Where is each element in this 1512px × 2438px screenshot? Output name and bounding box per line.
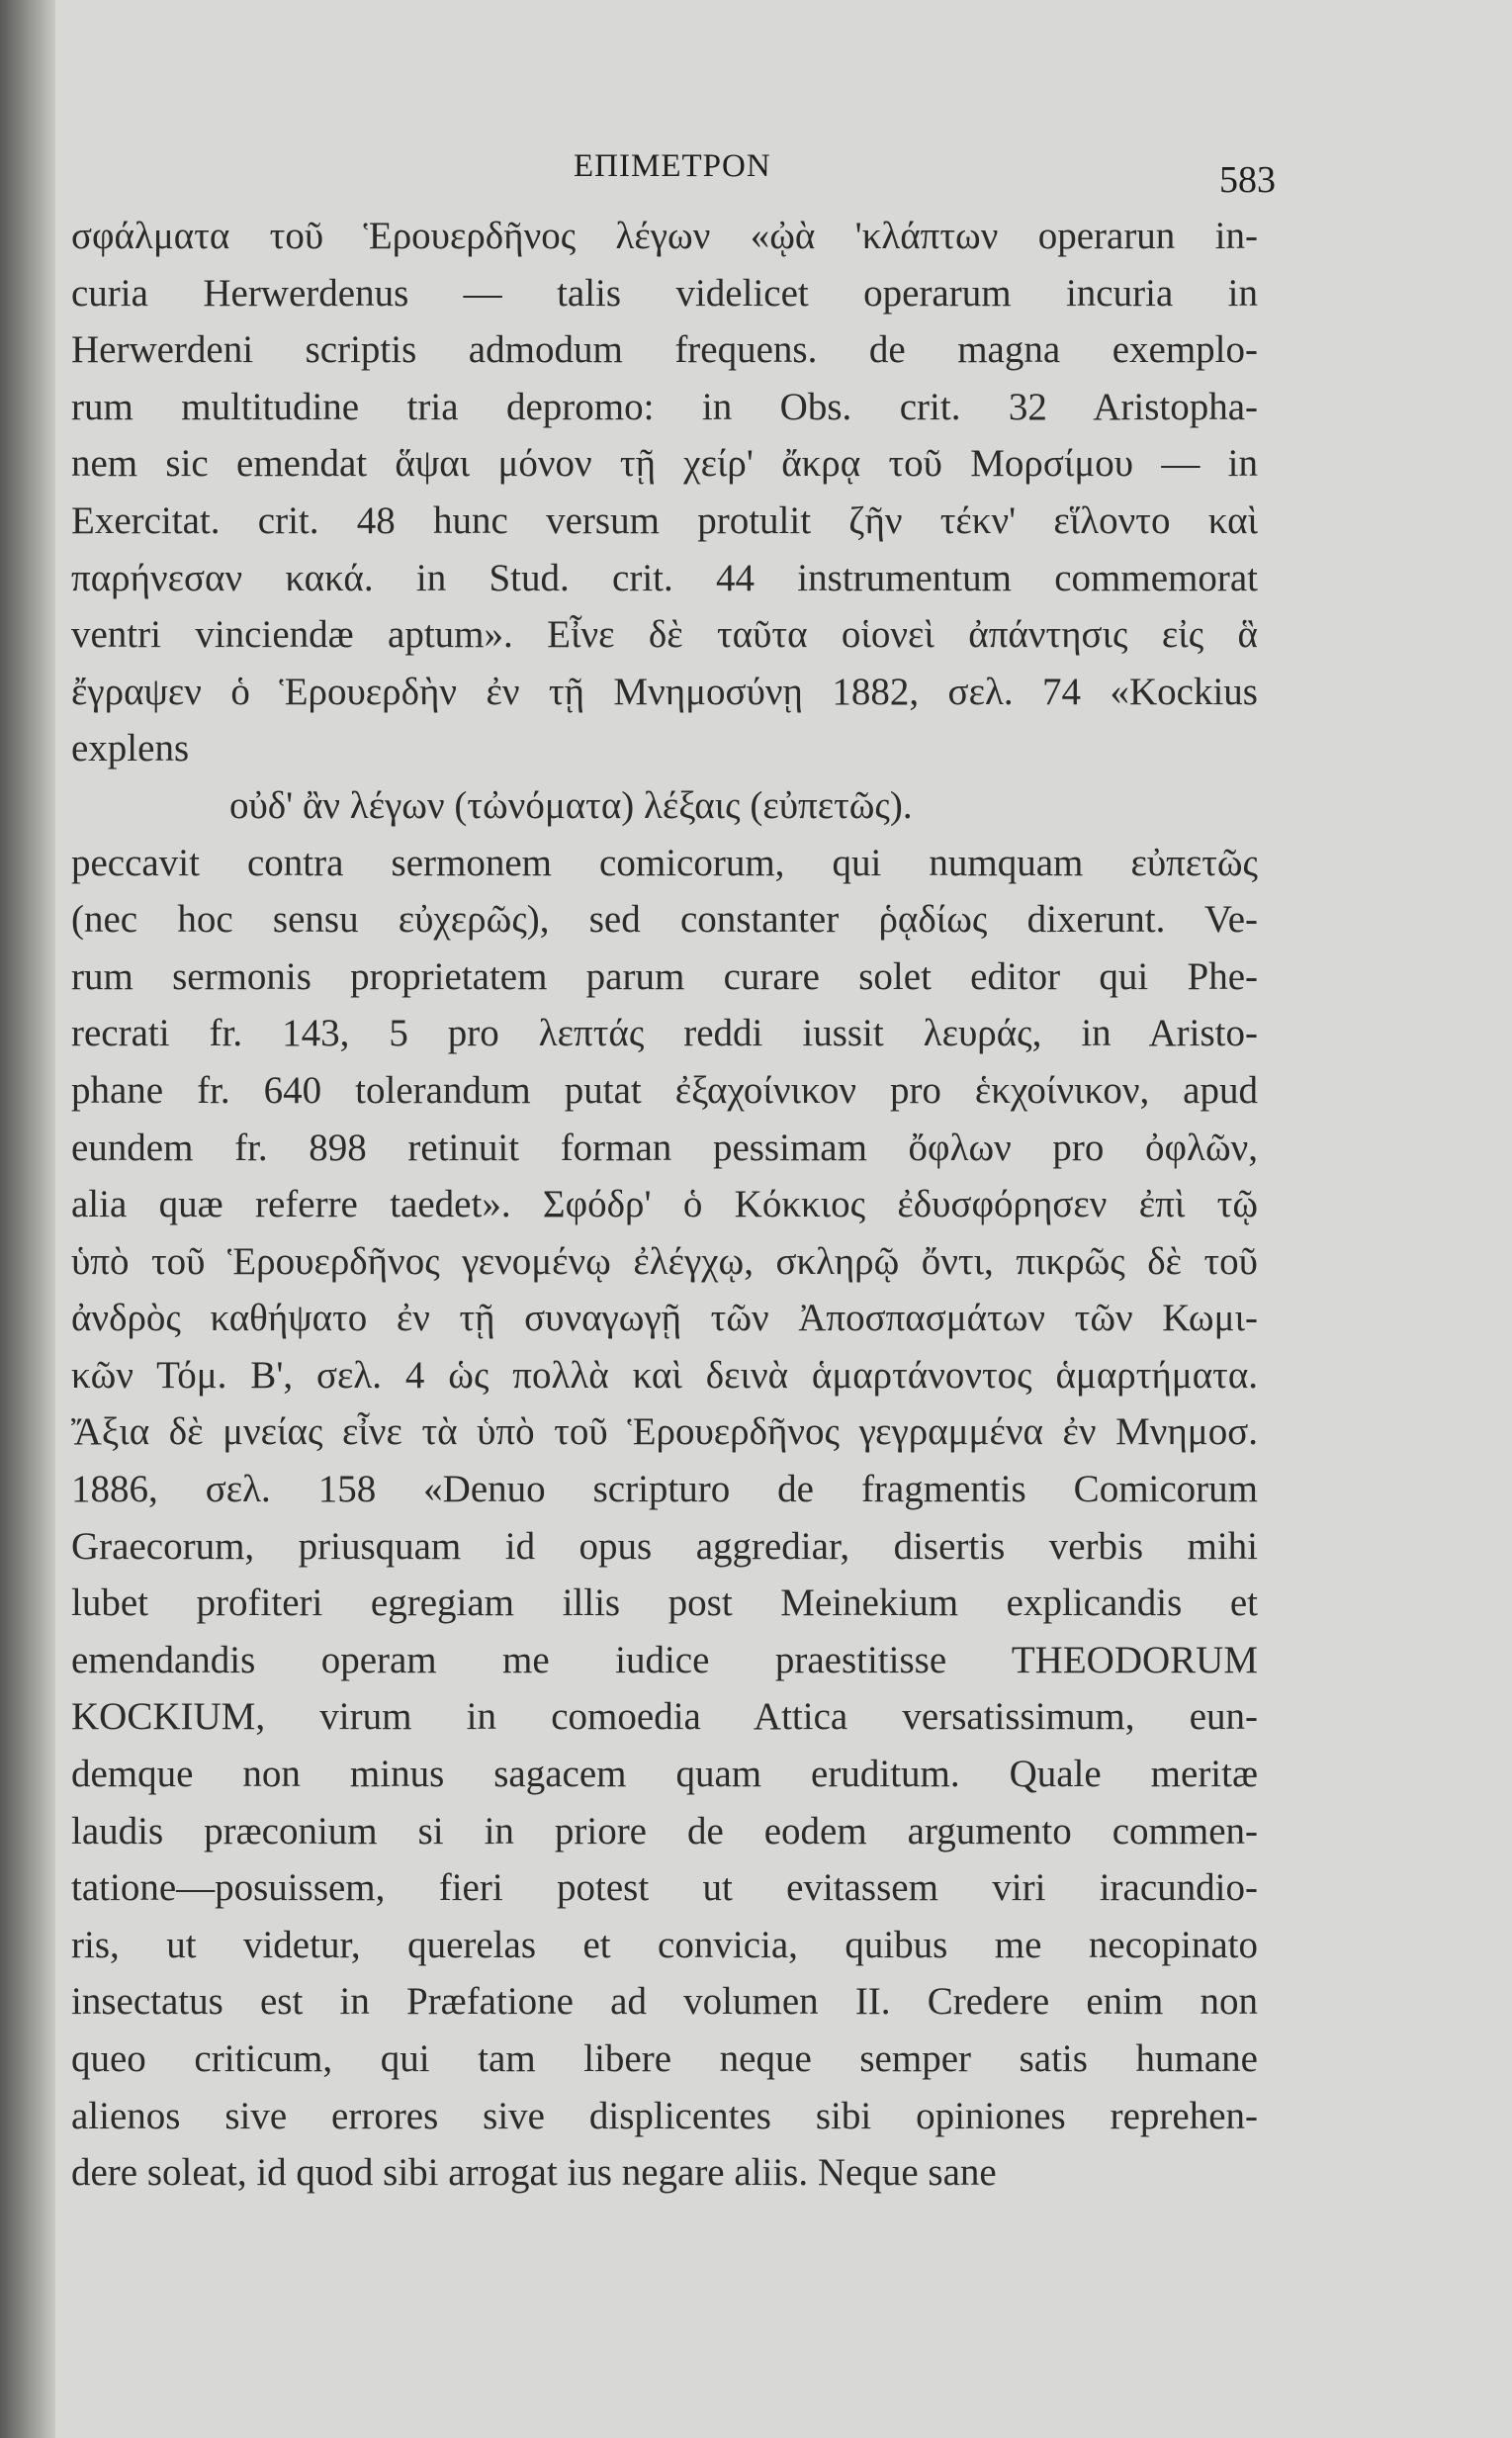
text-line: curia Herwerdenus — talis videlicet operarum incuria in [71,271,1258,315]
verse-quote: οὐδ' ἂν λέγων (τὠνόματα) λέξαις (εὐπετῶς). [229,783,913,827]
text-line: ris, ut videtur, querelas et convicia, quibus me necopinato [71,1923,1258,1966]
text-line: 1886, σελ. 158 «Denuo scripturo de fragmentis Comicorum [71,1468,1258,1511]
text-line: KOCKIUM, virum in comoedia Attica versatissimum, eun- [71,1695,1258,1739]
text-line: queo criticum, qui tam libere neque semper satis humane [71,2037,1258,2080]
body-text [71,208,1258,2202]
text-line: rum multitudine tria depromo: in Obs. crit. 32 Aristopha- [71,385,1258,428]
page-header [59,148,1276,208]
text-line: phane fr. 640 tolerandum putat ἐξαχοίνικον pro ἑκχοίνικον, apud [71,1068,1258,1112]
text-line: laudis præconium si in priore de eodem argumento commen- [71,1809,1258,1852]
page-number: 583 [1219,159,1276,201]
text-line: tatione—posuissem, fieri potest ut evitassem viri iracundio- [71,1866,1258,1910]
text-line: ventri vinciendæ aptum». Εἶνε δὲ ταῦτα οἱονεὶ ἀπάντησις εἰς ἃ [71,613,1258,657]
text-line: eundem fr. 898 retinuit forman pessimam ὄφλων pro ὀφλῶν, [71,1126,1258,1169]
running-head: ΕΠΙΜΕΤΡΟΝ [574,148,771,184]
text-line: Graecorum, priusquam id opus aggrediar, disertis verbis mihi [71,1524,1258,1568]
text-line: lubet profiteri egregiam illis post Meinekium explicandis et [71,1581,1258,1625]
text-line: dere soleat, id quod sibi arrogat ius negare aliis. Neque sane [71,2151,997,2195]
text-line: rum sermonis proprietatem parum curare solet editor qui Phe- [71,954,1258,998]
text-line: Exercitat. crit. 48 hunc versum protulit ζῆν τέκν' εἵλοντο καὶ [71,498,1258,542]
text-line: alienos sive errores sive displicentes sibi opiniones reprehen- [71,2094,1258,2137]
text-line: alia quæ referre taedet». Σφόδρ' ὁ Κόκκιος ἐδυσφόρησεν ἐπὶ τῷ [71,1183,1258,1226]
text-line: σφάλματα τοῦ Ἑρουερδῆνος λέγων «ᾠὰ 'κλάπτων operarun in- [71,215,1258,257]
text-line: peccavit contra sermonem comicorum, qui numquam εὐπετῶς [71,841,1258,884]
text-line: explens [71,727,190,770]
text-line: ὑπὸ τοῦ Ἑρουερδῆνος γενομένῳ ἐλέγχῳ, σκληρῷ ὄντι, πικρῶς δὲ τοῦ [71,1239,1258,1283]
text-line: insectatus est in Præfatione ad volumen II. Credere enim non [71,1980,1258,2024]
text-line: Herwerdeni scriptis admodum frequens. de magna exemplo- [71,328,1258,372]
text-line: recrati fr. 143, 5 pro λεπτάς reddi iussit λευράς, in Aristo- [71,1012,1258,1055]
text-line: Ἄξια δὲ μνείας εἶνε τὰ ὑπὸ τοῦ Ἑρουερδῆνος γεγραμμένα ἐν Μνημοσ. [71,1410,1258,1454]
text-line: nem sic emendat ἅψαι μόνον τῇ χείρ' ἄκρᾳ τοῦ Μορσίμου — in [71,442,1258,486]
text-line: demque non minus sagacem quam eruditum. Quale meritæ [71,1753,1258,1796]
text-line: ἀνδρὸς καθήψατο ἐν τῇ συναγωγῇ τῶν Ἀποσπασμάτων τῶν Κωμι- [71,1297,1258,1340]
book-spine-shadow [0,0,55,2438]
text-line: ἔγραψεν ὁ Ἑρουερδὴν ἐν τῇ Μνημοσύνῃ 1882, σελ. 74 «Kockius [71,670,1258,713]
text-line: κῶν Τόμ. Β', σελ. 4 ὡς πολλὰ καὶ δεινὰ ἁμαρτάνοντος ἁμαρτήματα. [71,1353,1258,1397]
text-line: παρήνεσαν κακά. in Stud. crit. 44 instrumentum commemorat [71,556,1258,599]
text-line: (nec hoc sensu εὐχερῶς), sed constanter ῥᾳδίως dixerunt. Ve- [71,898,1258,942]
text-line: emendandis operam me iudice praestitisse THEODORUM [71,1638,1258,1681]
